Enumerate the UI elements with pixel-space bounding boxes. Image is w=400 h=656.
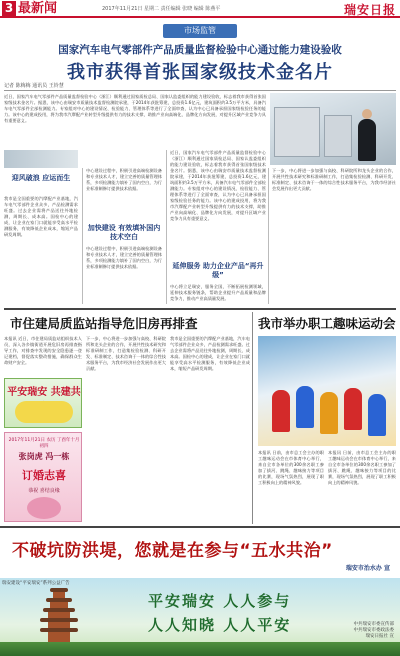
sponsor-line: 瑞安日报社 宣 <box>365 634 394 639</box>
athlete <box>344 388 362 430</box>
story-2-body-b: 下一步，中心将进一步加强与高校、科研院所和龙头企业的合作，开展共性技术研究和标准研制工作，打造集检验检测、科研开发、标准制定、技术咨询于一体的综合性技术服务平台，为我市经济社会发展作出更大贡献。 <box>86 336 166 371</box>
header-meta: 2017年11月21日 星期二 责任编辑 张晓 编辑 陈燕平 <box>102 6 221 12</box>
lead-body-col-3b: 中心将立足瑞安，服务全国，不断拓展检测领域，延伸技术服务链条，帮助企业提升产品质量和品牌竞争力，推动产业高质量发展。 <box>170 284 266 301</box>
page-header <box>0 0 400 18</box>
column-rule <box>252 312 253 524</box>
lead-body-col-4: 下一步，中心将进一步加强与高校、科研院所和龙头企业的合作，开展共性技术研究和标准研制工作，打造集检验检测、科研开发、标准制定、技术咨询于一体的综合性技术服务平台，为我市经济社会发展作出更大贡献。 <box>272 168 396 191</box>
slogan-text: 不破坑防洪堤，您就是在参与“五水共治” <box>12 541 333 561</box>
story-2-body-c: 我市是全国重要的汽摩配产业基地，汽车电气零部件企业众多，产品检测需求旺盛。过去企业需将产品送往外地检测，周期长、成本高。国检中心的建成，让企业在家门口就能享受高水平检测服务，有效降低企业成本，缩短产品研发周期。 <box>170 336 250 371</box>
lead-side-head-3: 延伸服务 助力企业产品“再升级” <box>172 262 264 279</box>
lead-byline: 记者 陈梅梅 通讯员 王铃慧 <box>4 83 64 89</box>
column-rule <box>82 168 83 304</box>
test-equipment <box>274 107 320 157</box>
bottom-ad-line-2: 人人知晓 人人平安 <box>148 616 292 634</box>
ad-engagement-title: 订婚志喜 <box>22 469 66 482</box>
ad-engagement-wish: 恭祝 喜结良缘 <box>28 488 60 494</box>
sponsor-line: 中共瑞安市委政法委 <box>353 628 394 633</box>
lead-side-head-2: 加快建设 有效填补国内技术空白 <box>87 224 161 241</box>
slogan-band <box>0 528 400 576</box>
lead-inline-photo <box>4 150 78 168</box>
lead-kicker: 市场监管 <box>163 24 237 38</box>
column-rule <box>166 150 167 304</box>
tree-line <box>0 642 400 656</box>
bottom-ad-line-1: 平安瑞安 人人参与 <box>148 592 292 610</box>
ad-engagement-date: 2017年11月21日 农历 丁酉年十月初四 <box>8 438 80 449</box>
ad-peace-ruian <box>4 378 82 428</box>
bottom-public-ad <box>0 578 400 656</box>
sponsor-line: 中共瑞安市委宣传部 <box>353 622 394 627</box>
lead-body-col-3a: 近日，国家汽车电气零部件产品质量监督检验中心（浙江）顺利通过国家质检总局、国家认监委组织的能力建设验收，标志着我市获得首张国家级技术金名片。据悉，该中心由瑞安市质量技术监督检测院承建，于2014年获批筹建，总投资1.6亿元，建筑面积约3.5万平方米，具备汽车电气零部件全部检测能力。专家组对中心的建设情况、检验能力、管理体系等进行了全面审查，认为中心已具备承担国家级检验任务的能力。该中心的建成投用，将为我市汽摩配产业转型升级提供有力的技术支撑，助推产业向高端化、品牌化方向发展，对提升区域产业竞争力具有重要意义。 <box>170 150 266 221</box>
lead-top-rule <box>4 90 396 91</box>
lead-body-col-2a: 中心建设过程中，积极引进高端检测设备和专业技术人才，建立完善的质量管理体系，多项检测能力填补了国内空白，为行业标准制修订提供技术依据。 <box>86 168 162 191</box>
ad-engagement-names: 张岗虎 冯一栋 <box>18 452 70 461</box>
ad-engagement <box>4 432 82 522</box>
athlete <box>368 394 386 436</box>
photo-person <box>358 119 376 161</box>
section-number: 3 <box>2 1 16 16</box>
ad-peace-graphic <box>15 401 73 423</box>
lead-headline: 我市获得首张国家级技术金名片 <box>67 62 333 83</box>
lead-side-head-1: 迎风破浪 应运而生 <box>11 174 71 182</box>
athlete <box>320 392 338 434</box>
lead-subheadline: 国家汽车电气零部件产品质量监督检验中心通过能力建设验收 <box>58 44 342 56</box>
sports-photo <box>258 336 396 446</box>
slogan-sign: 瑞安市治水办 宣 <box>345 565 390 572</box>
story-2-body-a: 本报讯 近日，市住建局质监站组织技术人员，深入各乡镇街道开展危旧房再排查指导工作，对排查中发现的安全隐患逐一登记建档，督促落实整改措施，确保群众生命财产安全。 <box>4 336 82 365</box>
lead-body-col-1: 我市是全国重要的汽摩配产业基地，汽车电气零部件企业众多，产品检测需求旺盛。过去企业需将产品送往外地检测，周期长、成本高。国检中心的建成，让企业在家门口就能享受高水平检测服务，有效降低企业成本，缩短产品研发周期。 <box>4 196 78 237</box>
story-3-headline: 我市举办职工趣味运动会 <box>258 316 396 331</box>
bottom-ad-series: 瑞安建设“平安瑞安”系列公益广告 <box>2 581 70 586</box>
section-divider <box>4 308 396 310</box>
athlete <box>272 390 290 432</box>
athlete <box>296 386 314 428</box>
lead-body-col-2b: 中心建设过程中，积极引进高端检测设备和专业技术人才，建立完善的质量管理体系，多项检测能力填补了国内空白，为行业标准制修订提供技术依据。 <box>86 246 162 269</box>
story-3-body-b: 本报讯 日前，由市总工会主办的职工趣味运动会在市体育中心举行，来自全市各单位的300余名职工参加了拔河、跳绳、趣味接力等项目的比赛，现场气氛热烈，展现了职工积极向上的精神风貌。 <box>328 450 396 485</box>
lead-photo <box>270 93 396 165</box>
bottom-ad-sponsors <box>354 622 395 640</box>
story-2-headline: 市住建局质监站指导危旧房再排查 <box>10 316 198 331</box>
story-3-body-a: 本报讯 日前，由市总工会主办的职工趣味运动会在市体育中心举行，来自全市各单位的300余名职工参加了拔河、跳绳、趣味接力等项目的比赛，现场气氛热烈，展现了职工积极向上的精神风貌。 <box>258 450 324 485</box>
section-name: 最新闻 <box>18 1 58 16</box>
lead-body-intro: 近日，国家汽车电气零部件产品质量监督检验中心（浙江）顺利通过国家质检总局、国家认监委组织的能力建设验收，标志着我市获得首张国家级技术金名片。据悉，该中心由瑞安市质量技术监督检测院承建，于2014年获批筹建，总投资1.6亿元，建筑面积约3.5万平方米，具备汽车电气零部件全部检测能力。专家组对中心的建设情况、检验能力、管理体系等进行了全面审查，认为中心已具备承担国家级检验任务的能力。该中心的建成投用，将为我市汽摩配产业转型升级提供有力的技术支撑，助推产业向高端化、品牌化方向发展，对提升区域产业竞争力具有重要意义。 <box>4 94 266 123</box>
photo-person-head <box>362 109 372 119</box>
pagoda-illustration <box>40 584 78 650</box>
newspaper-logo: 瑞安日报 <box>343 3 396 17</box>
test-cabinet <box>324 115 352 157</box>
column-rule <box>268 168 269 304</box>
ad-peace-title: 平安瑞安 共建共 <box>7 387 81 398</box>
ad-engagement-graphic <box>27 497 61 519</box>
